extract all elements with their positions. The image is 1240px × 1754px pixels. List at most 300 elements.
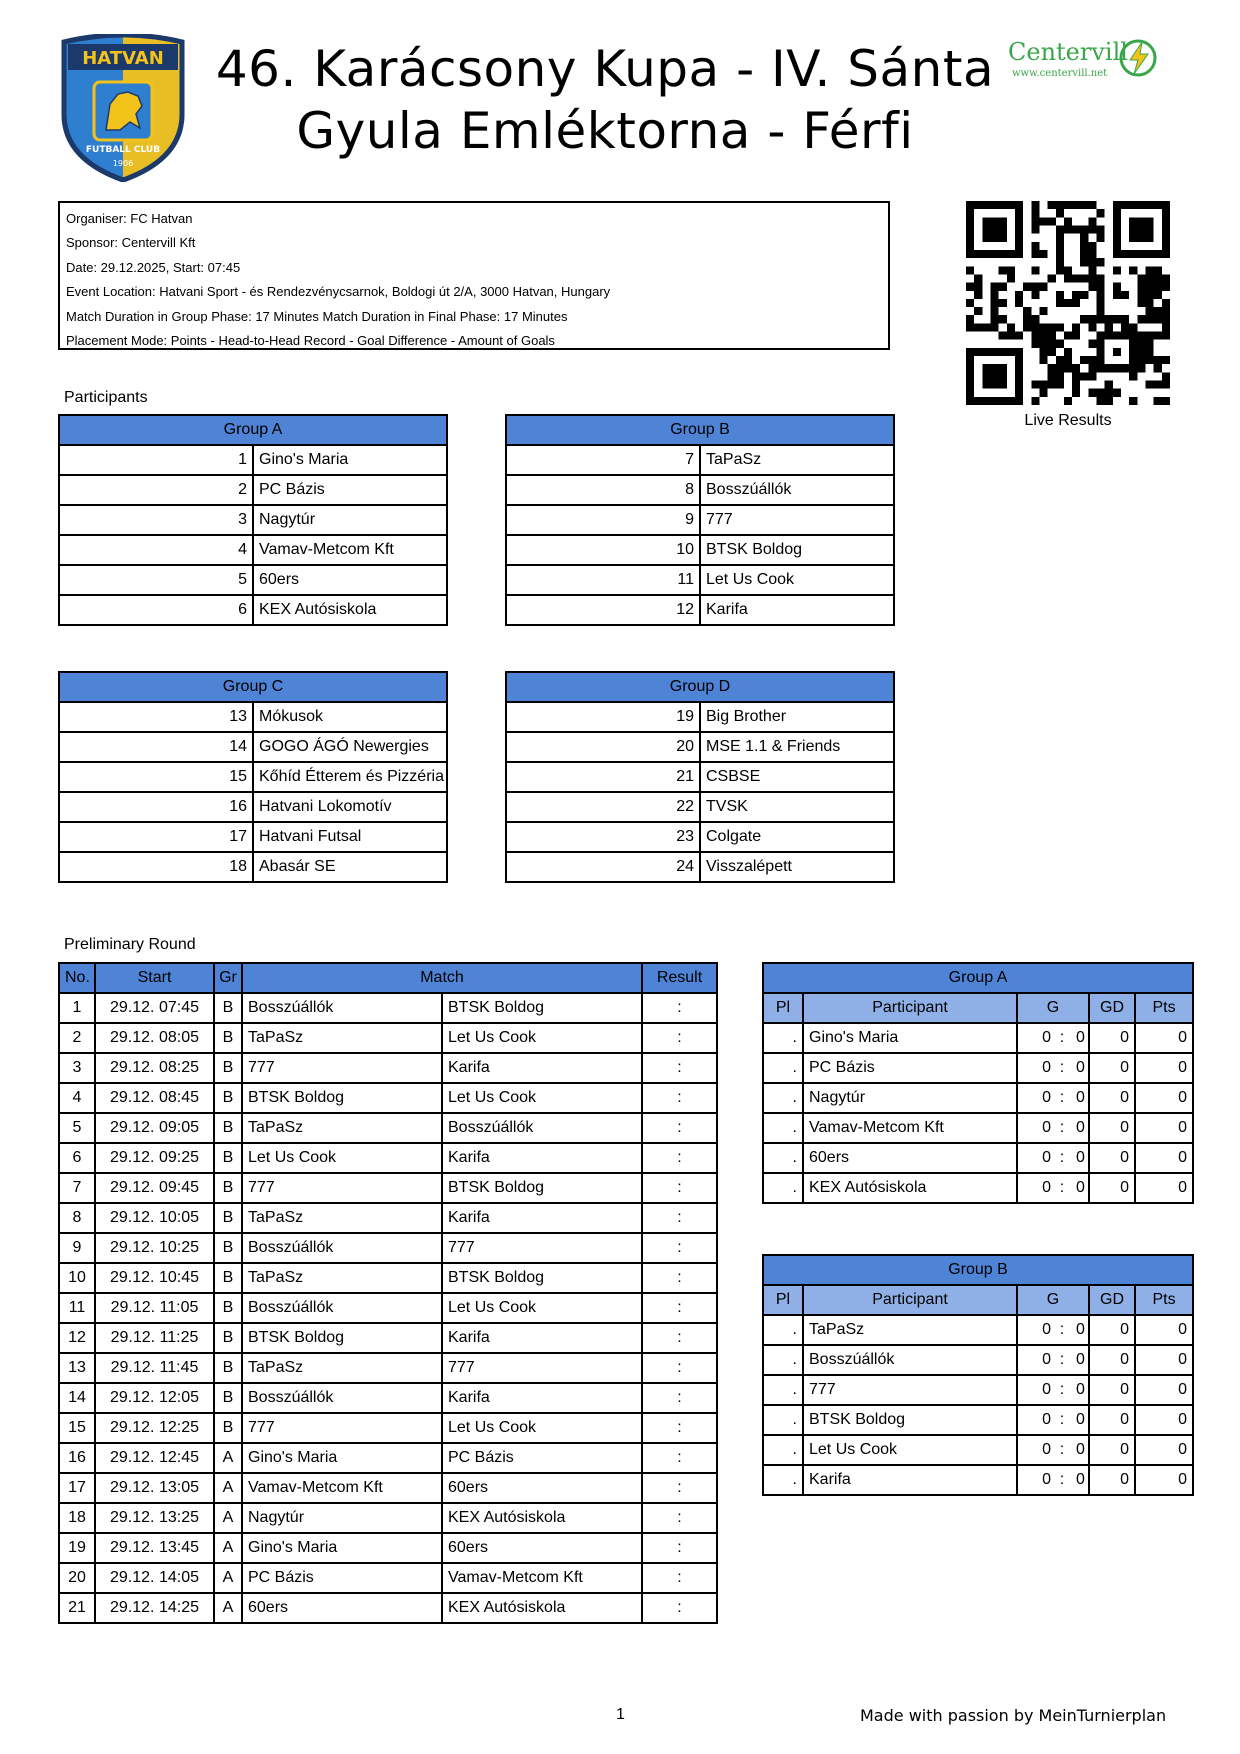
match-away-team: KEX Autósiskola xyxy=(442,1503,642,1533)
standings-row xyxy=(763,1083,1193,1113)
participant-number: 3 xyxy=(59,505,253,535)
standing-goal-difference: 0 xyxy=(1089,1345,1135,1375)
col-goals: G xyxy=(1017,1285,1089,1315)
standings-row xyxy=(763,1465,1193,1495)
qr-module xyxy=(1007,332,1015,340)
qr-module xyxy=(974,274,982,282)
match-number: 6 xyxy=(59,1143,95,1173)
qr-module xyxy=(1064,364,1072,372)
match-home-team: Gino's Maria xyxy=(242,1443,442,1473)
qr-module xyxy=(1056,209,1064,217)
standing-goals-against: 0 xyxy=(1071,1173,1089,1203)
participant-row xyxy=(59,535,447,565)
match-start: 29.12. 14:05 xyxy=(95,1563,214,1593)
qr-module xyxy=(974,291,982,299)
qr-module xyxy=(1080,250,1088,258)
qr-module xyxy=(1097,258,1105,266)
qr-module xyxy=(1162,323,1170,331)
standing-points: 0 xyxy=(1135,1023,1193,1053)
info-duration: Match Duration in Group Phase: 17 Minutes Match Duration in Final Phase: 17 Minutes xyxy=(66,308,568,324)
matches-table xyxy=(58,962,718,1624)
qr-module xyxy=(1129,266,1137,274)
match-number: 2 xyxy=(59,1023,95,1053)
standing-goals-against: 0 xyxy=(1071,1375,1089,1405)
qr-module xyxy=(1105,381,1113,389)
participant-row xyxy=(59,852,447,882)
qr-module xyxy=(1162,274,1170,282)
page-title xyxy=(210,38,1000,162)
qr-module xyxy=(1154,307,1162,315)
standing-goals-for: 0 xyxy=(1017,1375,1053,1405)
match-result: : xyxy=(642,1503,717,1533)
match-start: 29.12. 08:25 xyxy=(95,1053,214,1083)
standing-goals-separator: : xyxy=(1053,1053,1071,1083)
standing-place: . xyxy=(763,1405,803,1435)
match-away-team: Karifa xyxy=(442,1053,642,1083)
qr-module xyxy=(990,315,998,323)
standing-goals-against: 0 xyxy=(1071,1405,1089,1435)
qr-module xyxy=(966,315,974,323)
match-group: B xyxy=(214,1113,242,1143)
match-home-team: TaPaSz xyxy=(242,1263,442,1293)
participant-name: Kőhíd Étterem és Pizzéria xyxy=(253,762,447,792)
match-home-team: TaPaSz xyxy=(242,1353,442,1383)
qr-module xyxy=(1162,356,1170,364)
qr-module xyxy=(1154,381,1162,389)
qr-module xyxy=(1023,283,1031,291)
qr-module xyxy=(1056,225,1064,233)
participant-number: 18 xyxy=(59,852,253,882)
standing-goal-difference: 0 xyxy=(1089,1465,1135,1495)
qr-module xyxy=(1056,242,1064,250)
standing-place: . xyxy=(763,1375,803,1405)
title-line-2: Gyula Emléktorna - Férfi xyxy=(296,102,914,160)
sponsor-logo-text: Centervill xyxy=(1008,38,1128,66)
info-sponsor: Sponsor: Centervill Kft xyxy=(66,235,196,251)
qr-label: Live Results xyxy=(1024,412,1112,429)
qr-module xyxy=(1097,291,1105,299)
match-start: 29.12. 11:45 xyxy=(95,1353,214,1383)
match-away-team: Let Us Cook xyxy=(442,1083,642,1113)
match-start: 29.12. 09:25 xyxy=(95,1143,214,1173)
match-row xyxy=(59,1143,717,1173)
col-match: Match xyxy=(242,963,642,993)
qr-module xyxy=(1088,323,1096,331)
qr-module xyxy=(1056,323,1064,331)
club-logo-year: 1906 xyxy=(112,159,134,168)
qr-module xyxy=(1129,372,1137,380)
group-header: Group D xyxy=(506,672,894,702)
match-row xyxy=(59,993,717,1023)
standings-row xyxy=(763,1315,1193,1345)
participant-number: 10 xyxy=(506,535,700,565)
participant-name: TaPaSz xyxy=(700,445,894,475)
qr-module xyxy=(1137,274,1145,282)
match-home-team: BTSK Boldog xyxy=(242,1323,442,1353)
qr-module xyxy=(1056,381,1064,389)
match-result: : xyxy=(642,1143,717,1173)
standing-goals-separator: : xyxy=(1053,1113,1071,1143)
match-away-team: 777 xyxy=(442,1233,642,1263)
match-row xyxy=(59,1263,717,1293)
qr-module xyxy=(1072,299,1080,307)
standing-goals-separator: : xyxy=(1053,1083,1071,1113)
match-result: : xyxy=(642,1203,717,1233)
qr-module xyxy=(1031,323,1039,331)
standing-points: 0 xyxy=(1135,1143,1193,1173)
standing-goals-against: 0 xyxy=(1071,1315,1089,1345)
participant-row xyxy=(506,732,894,762)
match-row xyxy=(59,1113,717,1143)
qr-module xyxy=(1154,332,1162,340)
qr-module xyxy=(1137,348,1145,356)
match-away-team: Karifa xyxy=(442,1383,642,1413)
match-home-team: PC Bázis xyxy=(242,1563,442,1593)
match-result: : xyxy=(642,1173,717,1203)
tournament-info-box xyxy=(58,201,890,350)
club-logo-text: HATVAN xyxy=(82,48,164,69)
match-group: B xyxy=(214,1173,242,1203)
match-start: 29.12. 12:05 xyxy=(95,1383,214,1413)
participant-name: Mókusok xyxy=(253,702,447,732)
qr-module xyxy=(1162,397,1170,405)
standing-goals-separator: : xyxy=(1053,1315,1071,1345)
participant-number: 11 xyxy=(506,565,700,595)
standing-participant: Gino's Maria xyxy=(803,1023,1017,1053)
qr-module xyxy=(982,364,1006,388)
qr-module xyxy=(1137,291,1145,299)
standing-participant: 60ers xyxy=(803,1143,1017,1173)
qr-module xyxy=(1146,299,1154,307)
qr-module xyxy=(1048,323,1056,331)
qr-module xyxy=(990,307,998,315)
qr-module xyxy=(1039,307,1047,315)
standing-goals-separator: : xyxy=(1053,1465,1071,1495)
standing-participant: Let Us Cook xyxy=(803,1435,1017,1465)
match-home-team: BTSK Boldog xyxy=(242,1083,442,1113)
qr-module xyxy=(1031,340,1039,348)
participant-row xyxy=(59,732,447,762)
qr-module xyxy=(1064,266,1072,274)
standing-place: . xyxy=(763,1465,803,1495)
standing-goals-separator: : xyxy=(1053,1435,1071,1465)
match-row xyxy=(59,1533,717,1563)
qr-module xyxy=(1056,299,1064,307)
match-start: 29.12. 13:25 xyxy=(95,1503,214,1533)
standing-goals-separator: : xyxy=(1053,1143,1071,1173)
qr-module xyxy=(1121,323,1129,331)
standing-goal-difference: 0 xyxy=(1089,1053,1135,1083)
qr-module xyxy=(1048,340,1056,348)
standing-goal-difference: 0 xyxy=(1089,1023,1135,1053)
qr-module xyxy=(1056,356,1064,364)
live-results-qr-code[interactable] xyxy=(966,201,1170,405)
qr-module xyxy=(974,283,982,291)
match-start: 29.12. 07:45 xyxy=(95,993,214,1023)
qr-module xyxy=(1154,274,1162,282)
match-away-team: 60ers xyxy=(442,1533,642,1563)
qr-module xyxy=(1105,315,1113,323)
participant-number: 14 xyxy=(59,732,253,762)
standing-goals-separator: : xyxy=(1053,1375,1071,1405)
qr-module xyxy=(1031,242,1039,250)
standings-group-a xyxy=(762,962,1194,1204)
title-line-1: 46. Karácsony Kupa - IV. Sánta xyxy=(215,40,995,98)
qr-module xyxy=(1080,291,1088,299)
qr-module xyxy=(1097,283,1105,291)
standing-participant: Vamav-Metcom Kft xyxy=(803,1113,1017,1143)
qr-module xyxy=(990,291,998,299)
participant-number: 9 xyxy=(506,505,700,535)
qr-module xyxy=(1023,307,1031,315)
qr-module xyxy=(1039,217,1047,225)
match-row xyxy=(59,1083,717,1113)
participant-number: 19 xyxy=(506,702,700,732)
participant-number: 1 xyxy=(59,445,253,475)
qr-module xyxy=(1146,307,1154,315)
match-away-team: 60ers xyxy=(442,1473,642,1503)
qr-module xyxy=(982,217,1006,241)
match-number: 8 xyxy=(59,1203,95,1233)
match-away-team: KEX Autósiskola xyxy=(442,1593,642,1623)
participant-row xyxy=(59,505,447,535)
qr-module xyxy=(966,299,974,307)
match-number: 17 xyxy=(59,1473,95,1503)
qr-module xyxy=(1137,364,1145,372)
qr-module xyxy=(1007,274,1015,282)
match-home-team: TaPaSz xyxy=(242,1023,442,1053)
qr-module xyxy=(1031,315,1039,323)
group-header: Group C xyxy=(59,672,447,702)
standing-points: 0 xyxy=(1135,1083,1193,1113)
qr-module xyxy=(1072,274,1080,282)
qr-module xyxy=(1015,291,1023,299)
qr-module xyxy=(1162,372,1170,380)
match-start: 29.12. 12:45 xyxy=(95,1443,214,1473)
participant-name: Let Us Cook xyxy=(700,565,894,595)
qr-module xyxy=(1088,242,1096,250)
qr-module xyxy=(1080,234,1088,242)
qr-module xyxy=(1137,340,1145,348)
qr-module xyxy=(1064,332,1072,340)
standing-goal-difference: 0 xyxy=(1089,1113,1135,1143)
match-group: B xyxy=(214,1413,242,1443)
qr-module xyxy=(1056,291,1064,299)
qr-module xyxy=(1154,356,1162,364)
match-home-team: Bosszúállók xyxy=(242,1293,442,1323)
qr-module xyxy=(1048,217,1056,225)
match-away-team: PC Bázis xyxy=(442,1443,642,1473)
match-result: : xyxy=(642,1323,717,1353)
participants-label: Participants xyxy=(64,389,148,406)
match-row xyxy=(59,1593,717,1623)
standing-goals-for: 0 xyxy=(1017,1465,1053,1495)
participant-name: Big Brother xyxy=(700,702,894,732)
match-row xyxy=(59,1323,717,1353)
qr-module xyxy=(990,283,998,291)
qr-module xyxy=(1113,389,1121,397)
qr-module xyxy=(1064,201,1072,209)
participant-number: 6 xyxy=(59,595,253,625)
col-goal-difference: GD xyxy=(1089,1285,1135,1315)
standing-goals-against: 0 xyxy=(1071,1083,1089,1113)
standing-participant: TaPaSz xyxy=(803,1315,1017,1345)
standings-row xyxy=(763,1435,1193,1465)
qr-module xyxy=(1162,307,1170,315)
standing-goals-for: 0 xyxy=(1017,1113,1053,1143)
match-group: A xyxy=(214,1503,242,1533)
match-group: B xyxy=(214,1263,242,1293)
page-number: 1 xyxy=(616,1706,625,1723)
standing-goals-for: 0 xyxy=(1017,1143,1053,1173)
qr-module xyxy=(1048,274,1056,282)
match-away-team: BTSK Boldog xyxy=(442,1173,642,1203)
qr-module xyxy=(1097,307,1105,315)
match-home-team: 60ers xyxy=(242,1593,442,1623)
match-result: : xyxy=(642,1263,717,1293)
qr-module xyxy=(1056,250,1064,258)
match-result: : xyxy=(642,1413,717,1443)
qr-module xyxy=(1039,389,1047,397)
participant-row xyxy=(59,445,447,475)
participant-number: 5 xyxy=(59,565,253,595)
group-table-c xyxy=(58,671,448,883)
participant-name: Visszalépett xyxy=(700,852,894,882)
standing-place: . xyxy=(763,1345,803,1375)
match-group: A xyxy=(214,1473,242,1503)
match-home-team: Let Us Cook xyxy=(242,1143,442,1173)
qr-module xyxy=(1023,323,1031,331)
qr-module xyxy=(1162,381,1170,389)
standing-place: . xyxy=(763,1053,803,1083)
participant-number: 17 xyxy=(59,822,253,852)
col-points: Pts xyxy=(1135,993,1193,1023)
participant-number: 12 xyxy=(506,595,700,625)
match-home-team: Nagytúr xyxy=(242,1503,442,1533)
qr-module xyxy=(1162,283,1170,291)
standing-participant: KEX Autósiskola xyxy=(803,1173,1017,1203)
match-away-team: 777 xyxy=(442,1353,642,1383)
standing-participant: 777 xyxy=(803,1375,1017,1405)
match-number: 16 xyxy=(59,1443,95,1473)
standing-goals-for: 0 xyxy=(1017,1023,1053,1053)
qr-module xyxy=(1154,397,1162,405)
match-number: 18 xyxy=(59,1503,95,1533)
match-result: : xyxy=(642,1233,717,1263)
participant-name: BTSK Boldog xyxy=(700,535,894,565)
qr-module xyxy=(1007,323,1015,331)
participant-name: GOGO ÁGÓ Newergies xyxy=(253,732,447,762)
qr-module xyxy=(1097,397,1105,405)
qr-module xyxy=(1146,340,1154,348)
participant-name: Bosszúállók xyxy=(700,475,894,505)
participant-number: 2 xyxy=(59,475,253,505)
match-group: A xyxy=(214,1533,242,1563)
col-no: No. xyxy=(59,963,95,993)
info-organiser: Organiser: FC Hatvan xyxy=(66,211,193,226)
qr-module xyxy=(1064,356,1072,364)
qr-module xyxy=(999,332,1007,340)
standings-group-title: Group A xyxy=(763,963,1193,993)
col-goal-difference: GD xyxy=(1089,993,1135,1023)
match-number: 13 xyxy=(59,1353,95,1383)
qr-module xyxy=(1031,217,1039,225)
participant-name: Vamav-Metcom Kft xyxy=(253,535,447,565)
standing-goals-for: 0 xyxy=(1017,1405,1053,1435)
match-away-team: Bosszúállók xyxy=(442,1113,642,1143)
standing-points: 0 xyxy=(1135,1345,1193,1375)
qr-module xyxy=(1039,348,1047,356)
participant-row xyxy=(506,792,894,822)
standing-points: 0 xyxy=(1135,1375,1193,1405)
match-home-team: Bosszúállók xyxy=(242,1383,442,1413)
qr-module xyxy=(974,323,982,331)
participant-row xyxy=(506,505,894,535)
qr-module xyxy=(1097,234,1105,242)
qr-module xyxy=(1080,225,1088,233)
standing-goals-for: 0 xyxy=(1017,1053,1053,1083)
qr-module xyxy=(1113,283,1121,291)
info-date: Date: 29.12.2025, Start: 07:45 xyxy=(66,259,241,275)
participant-row xyxy=(59,762,447,792)
qr-module xyxy=(1080,258,1088,266)
qr-module xyxy=(1137,299,1145,307)
match-start: 29.12. 10:05 xyxy=(95,1203,214,1233)
participant-row xyxy=(59,822,447,852)
match-group: B xyxy=(214,1383,242,1413)
qr-module xyxy=(1121,291,1129,299)
group-table-a xyxy=(58,414,448,626)
match-start: 29.12. 13:45 xyxy=(95,1533,214,1563)
qr-module xyxy=(1154,266,1162,274)
standing-goals-separator: : xyxy=(1053,1173,1071,1203)
standing-points: 0 xyxy=(1135,1113,1193,1143)
standing-points: 0 xyxy=(1135,1053,1193,1083)
match-result: : xyxy=(642,1563,717,1593)
qr-module xyxy=(999,315,1007,323)
qr-module xyxy=(1015,299,1023,307)
qr-module xyxy=(1146,332,1154,340)
participant-row xyxy=(59,595,447,625)
match-row xyxy=(59,1203,717,1233)
qr-module xyxy=(1162,332,1170,340)
match-group: B xyxy=(214,1203,242,1233)
standing-goals-for: 0 xyxy=(1017,1083,1053,1113)
match-start: 29.12. 11:25 xyxy=(95,1323,214,1353)
qr-module xyxy=(1121,315,1129,323)
standings-row xyxy=(763,1173,1193,1203)
qr-module xyxy=(1056,340,1064,348)
group-table-b xyxy=(505,414,895,626)
qr-module xyxy=(1154,283,1162,291)
match-away-team: BTSK Boldog xyxy=(442,1263,642,1293)
qr-module xyxy=(1088,315,1096,323)
qr-module xyxy=(1080,274,1088,282)
qr-module xyxy=(1064,274,1072,282)
participant-name: Abasár SE xyxy=(253,852,447,882)
qr-module xyxy=(1031,225,1039,233)
match-row xyxy=(59,1233,717,1263)
qr-module xyxy=(1146,291,1154,299)
match-away-team: Let Us Cook xyxy=(442,1293,642,1323)
match-result: : xyxy=(642,1293,717,1323)
standing-place: . xyxy=(763,1113,803,1143)
qr-module xyxy=(1097,315,1105,323)
match-result: : xyxy=(642,1353,717,1383)
match-result: : xyxy=(642,1053,717,1083)
qr-module xyxy=(1072,323,1080,331)
col-gr: Gr xyxy=(214,963,242,993)
